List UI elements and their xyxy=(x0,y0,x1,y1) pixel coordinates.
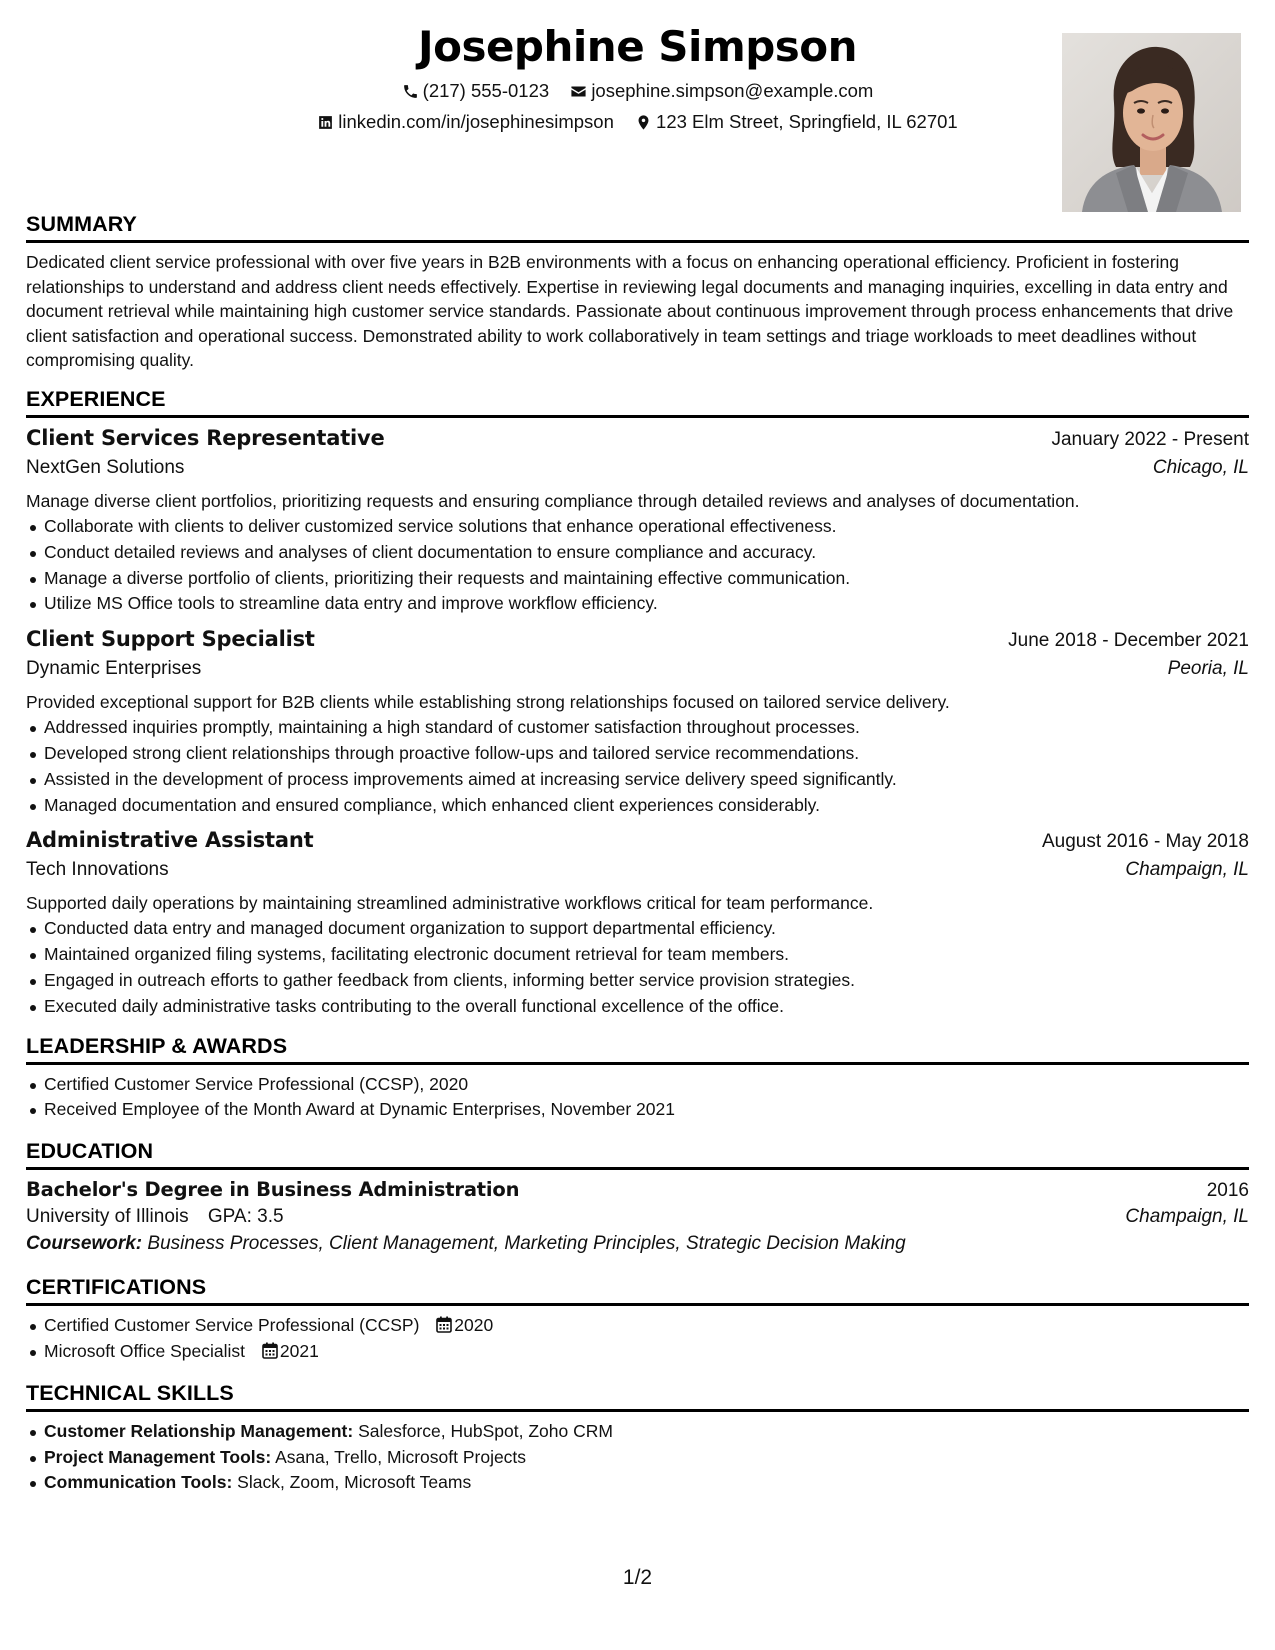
school-line xyxy=(26,1206,284,1228)
profile-photo-illustration xyxy=(1062,33,1241,212)
list-item xyxy=(26,1313,1249,1339)
linkedin-text[interactable]: linkedin.com/in/josephinesimpson xyxy=(338,111,614,132)
section-title-summary: SUMMARY xyxy=(26,212,1249,243)
school-location: Champaign, IL xyxy=(1125,1206,1249,1228)
job-location: Peoria, IL xyxy=(1167,658,1249,680)
list-item: Conduct detailed reviews and analyses of client documentation to ensure compliance and accuracy. xyxy=(26,540,1249,566)
list-item xyxy=(26,1339,1249,1365)
phone-text: (217) 555-0123 xyxy=(422,80,550,101)
job-dates: June 2018 - December 2021 xyxy=(1008,630,1249,652)
contact-linkedin[interactable] xyxy=(317,111,614,133)
job-dates: January 2022 - Present xyxy=(1051,428,1249,450)
cert-year: 2021 xyxy=(279,1340,319,1361)
gpa: GPA: 3.5 xyxy=(207,1206,284,1228)
skill-value: Salesforce, HubSpot, Zoho CRM xyxy=(358,1420,613,1441)
job-description: Provided exceptional support for B2B clients while establishing strong relationships focused on tailored service delivery. xyxy=(26,692,950,713)
section-title-certifications: CERTIFICATIONS xyxy=(26,1275,1249,1306)
job-location: Champaign, IL xyxy=(1125,859,1249,881)
page-number: 1/2 xyxy=(622,1566,653,1589)
skills-list xyxy=(26,1419,1249,1496)
calendar-icon xyxy=(262,1342,278,1359)
graduation-year: 2016 xyxy=(1206,1180,1249,1202)
list-item: Executed daily administrative tasks contributing to the overall functional excellence of the office. xyxy=(26,994,1249,1020)
list-item: Manage a diverse portfolio of clients, prioritizing their requests and maintaining effective communication. xyxy=(26,566,1249,592)
job-entry xyxy=(26,426,1249,617)
job-company: Dynamic Enterprises xyxy=(26,658,202,680)
experience-section xyxy=(26,387,1249,1020)
school-name: University of Illinois xyxy=(26,1206,189,1228)
contact-address xyxy=(635,111,958,133)
certifications-section xyxy=(26,1275,1249,1365)
job-dates: August 2016 - May 2018 xyxy=(1041,831,1249,853)
resume-header xyxy=(26,22,1249,212)
list-item: Received Employee of the Month Award at Dynamic Enterprises, November 2021 xyxy=(26,1097,1249,1123)
candidate-name: Josephine Simpson xyxy=(417,22,858,71)
job-description: Manage diverse client portfolios, prioritizing requests and ensuring compliance through detailed reviews and analyses of documentation. xyxy=(26,490,1080,511)
coursework-label: Coursework: xyxy=(26,1233,143,1255)
section-title-experience: EXPERIENCE xyxy=(26,387,1249,418)
contact-phone xyxy=(402,80,550,102)
job-company: Tech Innovations xyxy=(26,859,169,881)
profile-photo xyxy=(1062,33,1241,212)
job-title: Client Support Specialist xyxy=(26,627,315,652)
list-item: Engaged in outreach efforts to gather feedback from clients, informing better service provision strategies. xyxy=(26,968,1249,994)
skills-section xyxy=(26,1381,1249,1496)
education-section xyxy=(26,1139,1249,1255)
leadership-section xyxy=(26,1034,1249,1124)
job-title: Administrative Assistant xyxy=(26,828,314,853)
job-description: Supported daily operations by maintaining streamlined administrative workflows critical for team performance. xyxy=(26,893,874,914)
list-item: Collaborate with clients to deliver customized service solutions that enhance operational effectiveness. xyxy=(26,514,1249,540)
skill-label: Customer Relationship Management: xyxy=(44,1420,354,1441)
list-item xyxy=(26,1470,1249,1496)
summary-section xyxy=(26,212,1249,373)
job-location: Chicago, IL xyxy=(1152,456,1249,478)
cert-name: Microsoft Office Specialist xyxy=(44,1340,245,1361)
section-title-education: EDUCATION xyxy=(26,1139,1249,1170)
list-item: Developed strong client relationships through proactive follow-ups and tailored service recommendations. xyxy=(26,741,1249,767)
list-item: Addressed inquiries promptly, maintaining a high standard of customer satisfaction throughout processes. xyxy=(26,715,1249,741)
skill-label: Project Management Tools: xyxy=(44,1446,272,1467)
job-entry xyxy=(26,627,1249,818)
map-pin-icon xyxy=(635,114,652,131)
list-item xyxy=(26,1445,1249,1471)
coursework-list: Business Processes, Client Management, Marketing Principles, Strategic Decision Making xyxy=(147,1233,906,1255)
leadership-list xyxy=(26,1072,1249,1124)
skill-label: Communication Tools: xyxy=(44,1472,233,1493)
section-title-leadership: LEADERSHIP & AWARDS xyxy=(26,1034,1249,1065)
section-title-skills: TECHNICAL SKILLS xyxy=(26,1381,1249,1412)
job-bullets xyxy=(26,715,1249,818)
job-bullets xyxy=(26,916,1249,1019)
list-item: Conducted data entry and managed document organization to support departmental efficiency. xyxy=(26,916,1249,942)
list-item: Managed documentation and ensured compliance, which enhanced client experiences considerably. xyxy=(26,793,1249,819)
linkedin-icon xyxy=(317,114,334,131)
skill-value: Asana, Trello, Microsoft Projects xyxy=(275,1446,527,1467)
job-company: NextGen Solutions xyxy=(26,456,185,478)
email-text[interactable]: josephine.simpson@example.com xyxy=(591,80,874,101)
summary-text: Dedicated client service professional with over five years in B2B environments with a focus on enhancing operational efficiency. Proficient in fostering relationships to understand and address client needs effectively. Expertise in reviewing legal documents and managing inquiries, excelling in data entry and document retrieval while maintaining high customer service standards. Passionate about continuous improvement through process enhancements that drive client satisfaction and operational success. Demonstrated ability to work collaboratively in team settings and triage workloads to meet deadlines without compromising quality. xyxy=(26,252,1234,371)
resume-page xyxy=(26,22,1249,1496)
coursework xyxy=(26,1233,1249,1255)
list-item xyxy=(26,1419,1249,1445)
address-text: 123 Elm Street, Springfield, IL 62701 xyxy=(656,111,958,132)
list-item: Utilize MS Office tools to streamline data entry and improve workflow efficiency. xyxy=(26,591,1249,617)
degree-title: Bachelor's Degree in Business Administration xyxy=(26,1178,520,1202)
cert-year: 2020 xyxy=(454,1315,494,1336)
envelope-icon xyxy=(570,83,587,100)
cert-name: Certified Customer Service Professional (CCSP) xyxy=(44,1315,420,1336)
calendar-icon xyxy=(436,1316,452,1333)
list-item: Maintained organized filing systems, facilitating electronic document retrieval for team members. xyxy=(26,942,1249,968)
certifications-list xyxy=(26,1313,1249,1365)
list-item: Certified Customer Service Professional (CCSP), 2020 xyxy=(26,1072,1249,1098)
list-item: Assisted in the development of process improvements aimed at increasing service delivery speed significantly. xyxy=(26,767,1249,793)
job-entry xyxy=(26,828,1249,1019)
phone-icon xyxy=(402,83,419,100)
contact-email[interactable] xyxy=(570,80,873,102)
job-title: Client Services Representative xyxy=(26,425,385,450)
job-bullets xyxy=(26,514,1249,617)
skill-value: Slack, Zoom, Microsoft Teams xyxy=(237,1472,472,1493)
